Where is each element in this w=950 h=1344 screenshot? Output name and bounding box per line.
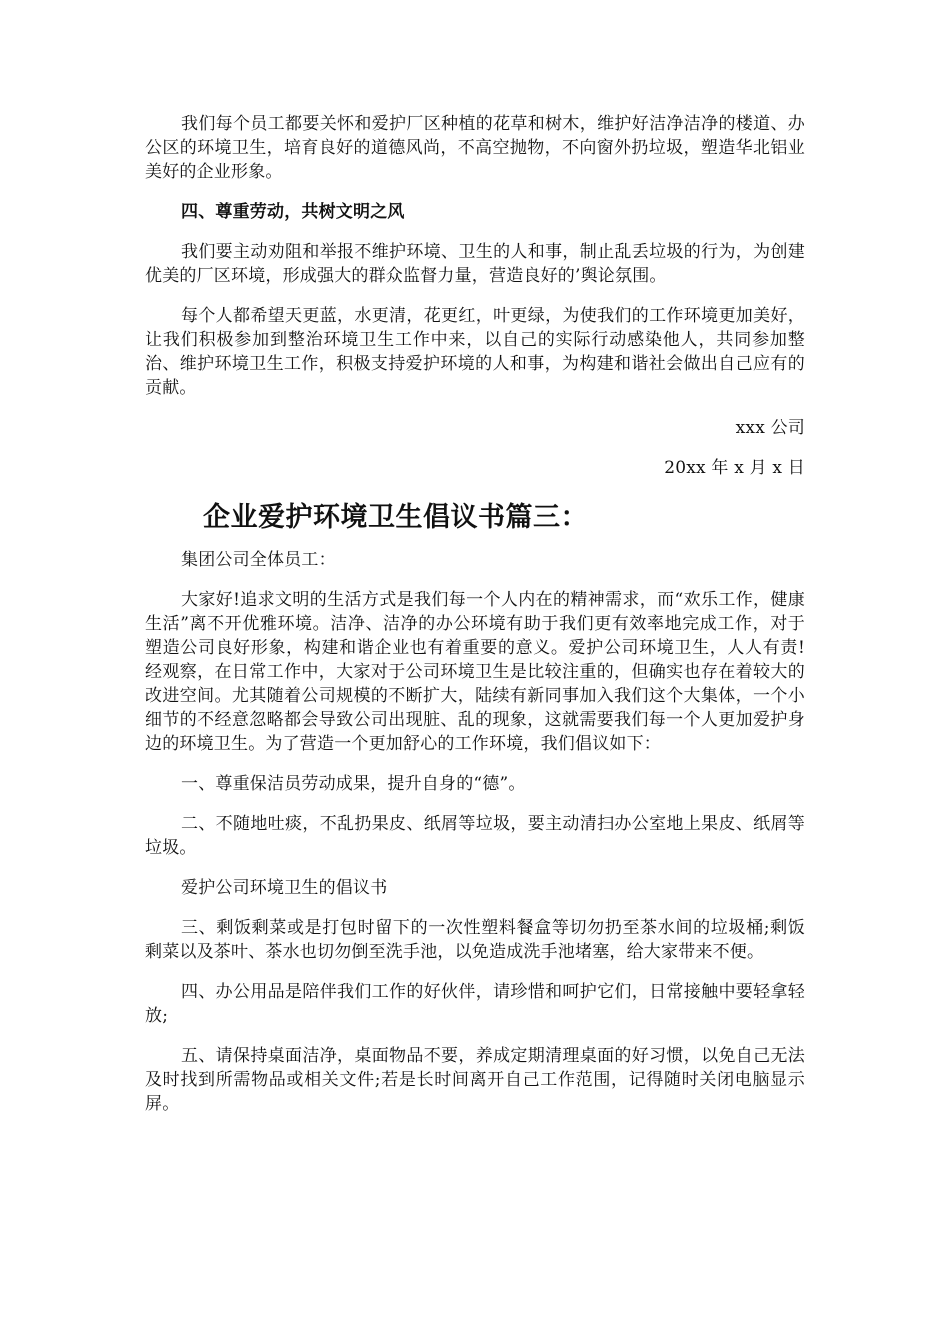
section-title: 企业爱护环境卫生倡议书篇三：: [203, 502, 588, 533]
proposal-item-3: 三、剩饭剩菜或是打包时留下的一次性塑料餐盒等切勿扔至茶水间的垃圾桶;剩饭剩菜以及茶叶、茶水也切勿倒至洗手池，以免造成洗手池堵塞，给大家带来不便。: [145, 918, 805, 962]
paragraph-report-violations: 我们要主动劝阻和举报不维护环境、卫生的人和事，制止乱丢垃圾的行为，为创建优美的厂区环境，形成强大的群众监督力量，营造良好的’舆论氛围。: [145, 242, 805, 286]
paragraph-intro: 大家好!追求文明的生活方式是我们每一个人内在的精神需求，而“欢乐工作，健康生活”离不开优雅环境。洁净、洁净的办公环境有助于我们更有效率地完成工作，对于塑造公司良好形象，构建和谐企业也有着重要的意义。爱护公司环境卫生，人人有责!经观察，在日常工作中，大家对于公司环境卫生是比较注重的，但确实也存在着较大的改进空间。尤其随着公司规模的不断扩大，陆续有新同事加入我们这个大集体，一个小细节的不经意忽略都会导致公司出现脏、乱的现象，这就需要我们每一个人更加爱护身边的环境卫生。为了营造一个更加舒心的工作环境，我们倡议如下：: [145, 590, 805, 754]
signature-date: 20xx 年 x 月 x 日: [664, 458, 805, 478]
proposal-item-2: 二、不随地吐痰，不乱扔果皮、纸屑等垃圾，要主动清扫办公室地上果皮、纸屑等垃圾。: [145, 814, 805, 858]
proposal-item-1: 一、尊重保洁员劳动成果，提升自身的“德”。: [181, 774, 526, 794]
signature-company: xxx 公司: [735, 418, 805, 438]
paragraph-care-plants: 我们每个员工都要关怀和爱护厂区种植的花草和树木，维护好洁净洁净的楼道、办公区的环境卫生，培育良好的道德风尚，不高空抛物，不向窗外扔垃圾，塑造华北铝业美好的企业形象。: [145, 114, 805, 182]
document-page: [145, 112, 805, 1116]
proposal-item-4: 四、办公用品是陪伴我们工作的好伙伴，请珍惜和呵护它们，日常接触中要轻拿轻放;: [145, 982, 805, 1026]
subtitle-proposal: 爱护公司环境卫生的倡议书: [181, 878, 388, 898]
salutation: 集团公司全体员工：: [181, 550, 336, 570]
proposal-item-5: 五、请保持桌面洁净，桌面物品不要，养成定期清理桌面的好习惯，以免自己无法及时找到所需物品或相关文件;若是长时间离开自己工作范围，记得随时关闭电脑显示屏。: [145, 1046, 805, 1114]
heading-respect-labor: 四、尊重劳动，共树文明之风: [181, 202, 405, 222]
paragraph-hope: 每个人都希望天更蓝，水更清，花更红，叶更绿，为使我们的工作环境更加美好，让我们积极参加到整治环境卫生工作中来，以自己的实际行动感染他人，共同参加整治、维护环境卫生工作，积极支持爱护环境的人和事，为构建和谐社会做出自己应有的贡献。: [145, 306, 805, 398]
